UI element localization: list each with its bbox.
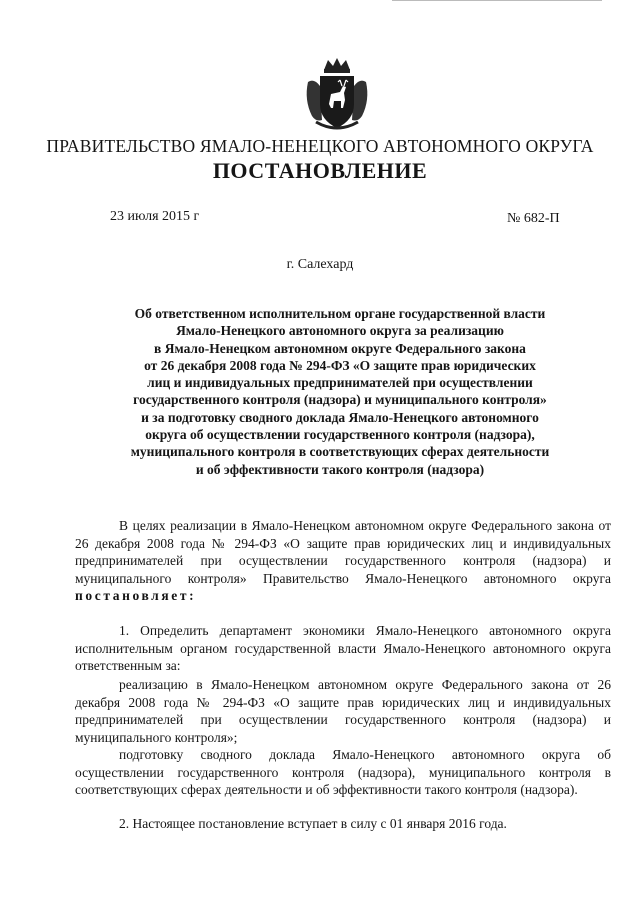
subject-line: муниципального контроля в соответствующих сферах деятельности xyxy=(130,444,550,460)
decree-word: постановляет: xyxy=(75,588,197,603)
government-title: ПРАВИТЕЛЬСТВО ЯМАЛО-НЕНЕЦКОГО АВТОНОМНОГО ОКРУГА xyxy=(46,136,594,156)
item-1-paragraph: 1. Определить департамент экономики Ямало-Ненецкого автономного округа исполнительным органом государственной власти Ямало-Ненецкого автономного округа ответственным за: xyxy=(75,623,611,673)
preamble-paragraph xyxy=(75,517,611,605)
subject-line: государственного контроля (надзора) и муниципального контроля» xyxy=(133,392,547,408)
subject-line: в Ямало-Ненецком автономном округе Федерального закона xyxy=(154,340,526,356)
document-date: 23 июля 2015 г xyxy=(110,209,200,224)
item-2-paragraph: 2. Настоящее постановление вступает в силу с 01 января 2016 года. xyxy=(119,816,507,831)
subject-line: и об эффективности такого контроля (надзора) xyxy=(195,461,485,477)
subject-line: от 26 декабря 2008 года № 294-ФЗ «О защите прав юридических xyxy=(144,357,536,373)
coat-of-arms-icon xyxy=(302,56,372,134)
subject-line: округа об осуществлении государственного контроля (надзора), xyxy=(145,427,535,443)
subject-line: лиц и индивидуальных предпринимателей при осуществлении xyxy=(147,375,533,391)
preamble-text: В целях реализации в Ямало-Ненецком автономном округе Федерального закона от 26 декабря 2008 года № 294-ФЗ «О защите прав юридических лиц и индивидуальных предпринимателей при осуществлении государственного контроля (надзора) и муниципального контроля» Правительство Ямало-Ненецкого автономного округа xyxy=(75,518,611,586)
subject-line: и за подготовку сводного доклада Ямало-Ненецкого автономного xyxy=(141,409,539,425)
subject-line: Ямало-Ненецкого автономного округа за реализацию xyxy=(176,323,504,339)
item-1a-paragraph: реализацию в Ямало-Ненецком автономном округе Федерального закона от 26 декабря 2008 года № 294-ФЗ «О защите прав юридических лиц и индивидуальных предпринимателей при осуществлении государственного контроля (надзора) и муниципального контроля»; xyxy=(75,677,611,745)
document-subject xyxy=(100,305,580,478)
scan-edge-line xyxy=(392,0,602,1)
document-number: № 682-П xyxy=(507,211,560,226)
document-city: г. Салехард xyxy=(286,257,354,272)
subject-line: Об ответственном исполнительном органе государственной власти xyxy=(134,306,546,321)
item-1b-paragraph: подготовку сводного доклада Ямало-Ненецкого автономного округа об осуществлении государственного контроля (надзора), муниципального контроля в соответствующих сферах деятельности и об эффективности такого контроля (надзора). xyxy=(75,747,611,797)
document-type-title: ПОСТАНОВЛЕНИЕ xyxy=(212,158,428,183)
